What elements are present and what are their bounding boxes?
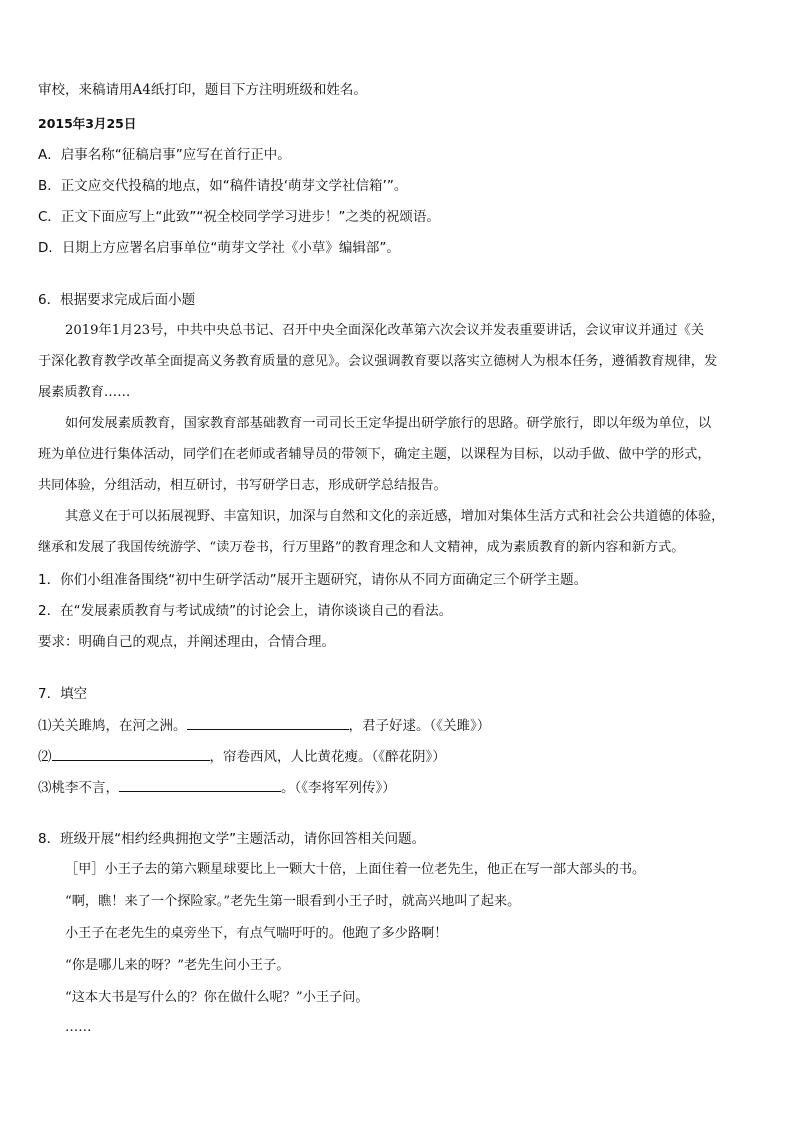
question-6-heading: 6．根据要求完成后面小题 [38,292,196,308]
option-d: D．日期上方应署名启事单位“萌芽文学社《小草》编辑部”。 [38,240,400,256]
fill-blank-2 [38,746,446,767]
passage-line: 继承和发展了我国传统游学、“读万卷书，行万里路”的教育理念和人文精神，成为素质教育的新内容和新方式。 [38,540,685,555]
passage-line: 共同体验，分组活动，相互研讨，书写研学日志，形成研学总结报告。 [38,478,447,493]
story-line: “你是哪儿来的呀？”老先生问小王子。 [65,958,290,973]
passage-line: 如何发展素质教育，国家教育部基础教育一司司长王定华提出研学旅行的思路。研学旅行，即以年级为单位，以 [65,416,712,431]
fill-blank-1-prefix: ⑴关关雎鸠，在河之洲。 [38,718,187,734]
passage-line: 展素质教育…… [38,385,131,400]
sub-question-1: 1．你们小组准备围绕“初中生研学活动”展开主题研究，请你从不同方面确定三个研学主题。 [38,572,588,588]
question-7-heading: 7．填空 [38,686,88,702]
fill-blank-1-suffix: ，君子好逑。（《关雎》） [348,718,491,734]
option-a: A．启事名称“征稿启事”应写在首行正中。 [38,147,291,163]
fill-blank-2-prefix: ⑵ [38,749,52,765]
fill-blank-3-suffix: 。（《李将军列传》） [281,780,396,796]
answer-blank[interactable] [187,715,349,730]
option-c: C．正文下面应写上“此致”“祝全校同学学习进步！”之类的祝颂语。 [38,209,440,225]
passage-line: 2019年1月23号，中共中央总书记、召开中央全面深化改革第六次会议并发表重要讲话，会议审议并通过《关 [65,323,704,338]
fill-blank-2-suffix: ，帘卷西风，人比黄花瘦。（《醉花阴》） [209,749,446,765]
passage-line: 于深化教育教学改革全面提高义务教育质量的意见》。会议强调教育要以落实立德树人为根本任务，遵循教育规律，发 [38,354,718,369]
answer-blank[interactable] [119,777,281,792]
requirement-text: 要求：明确自己的观点，并阐述理由，合情合理。 [38,634,335,650]
story-line: 小王子在老先生的桌旁坐下，有点气喘吁吁的。他跑了多少路啊！ [65,926,448,941]
fill-blank-3-prefix: ⑶桃李不言， [38,780,119,796]
answer-blank[interactable] [52,746,210,761]
passage-line: 其意义在于可以拓展视野、丰富知识，加深与自然和文化的亲近感，增加对集体生活方式和社会公共道德的体验， [65,509,725,524]
story-line: ［甲］小王子去的第六颗星球要比上一颗大十倍，上面住着一位老先生，他正在写一部大部头的书。 [65,862,646,877]
option-b: B．正文应交代投稿的地点，如“稿件请投‘萌芽文学社信箱’”。 [38,178,408,194]
fill-blank-1 [38,715,490,736]
story-ellipsis: …… [65,1020,92,1035]
story-line: “啊，瞧！来了一个探险家。”老先生第一眼看到小王子时，就高兴地叫了起来。 [65,894,521,909]
question-8-heading: 8．班级开展“相约经典拥抱文学”主题活动，请你回答相关问题。 [38,831,426,847]
notice-date: 2015年3月25日 [38,116,137,131]
fill-blank-3 [38,777,396,798]
notice-text-line: 审校，来稿请用A4纸打印，题目下方注明班级和姓名。 [38,82,367,98]
story-line: “这本大书是写什么的？你在做什么呢？”小王子问。 [65,990,369,1005]
passage-line: 班为单位进行集体活动，同学们在老师或者辅导员的带领下，确定主题，以课程为目标，以动手做、做中学的形式， [38,447,711,462]
sub-question-2: 2．在“发展素质教育与考试成绩”的讨论会上，请你谈谈自己的看法。 [38,603,453,619]
